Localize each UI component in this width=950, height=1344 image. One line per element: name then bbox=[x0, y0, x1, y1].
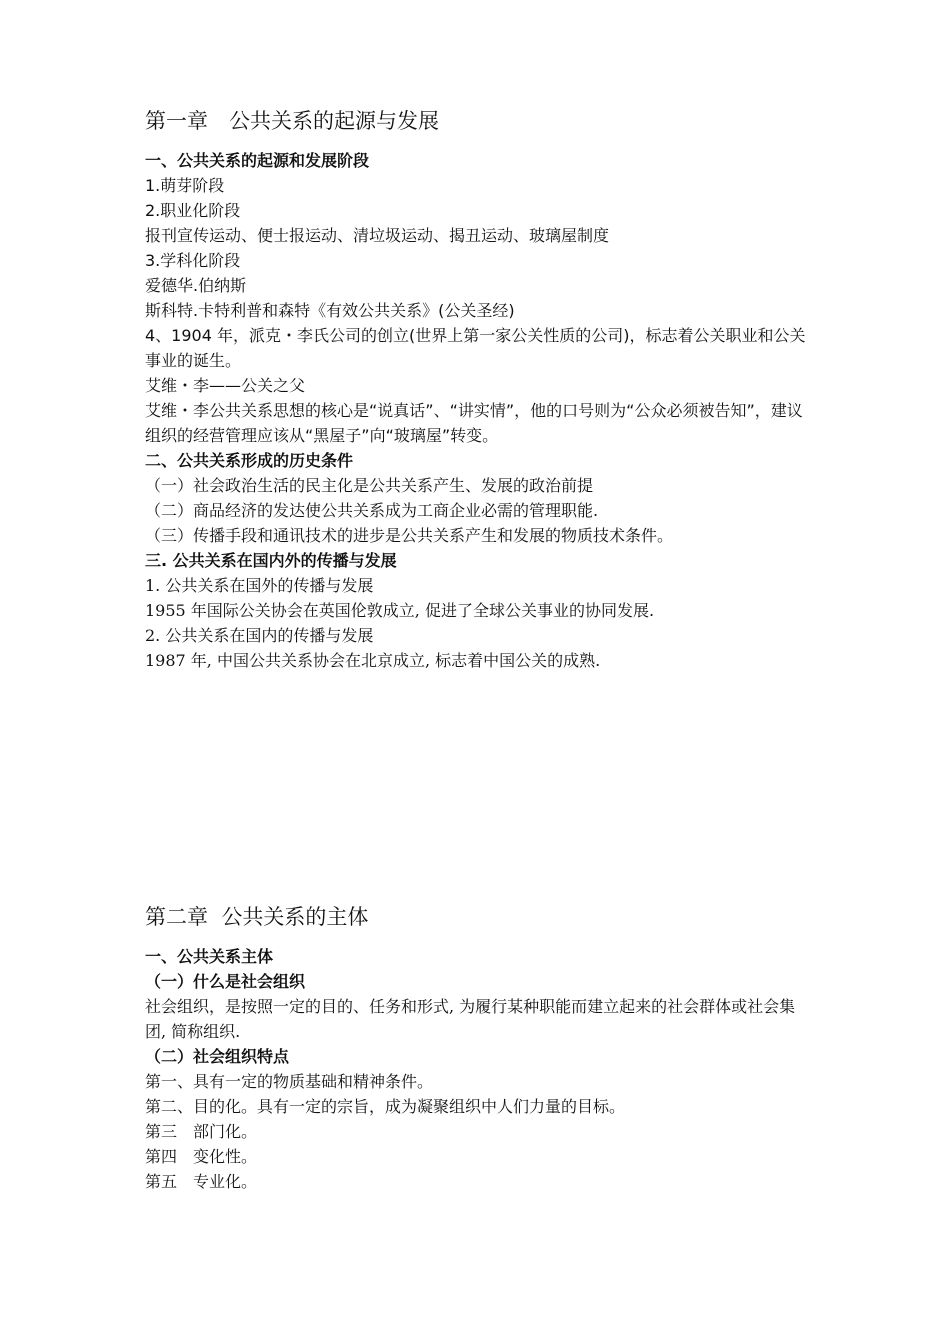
text-line: 1987 年, 中国公共关系协会在北京成立, 标志着中国公关的成熟. bbox=[145, 651, 601, 670]
text-line: （三）传播手段和通讯技术的进步是公共关系产生和发展的物质技术条件。 bbox=[145, 526, 674, 545]
chapter-1-section bbox=[145, 106, 815, 673]
chapter-2-title: 第二章 公共关系的主体 bbox=[145, 905, 369, 929]
text-line: 一、公共关系的起源和发展阶段 bbox=[145, 151, 370, 170]
text-line: （一）社会政治生活的民主化是公共关系产生、发展的政治前提 bbox=[145, 476, 594, 495]
text-line: 二、公共关系形成的历史条件 bbox=[145, 451, 354, 470]
text-line: 一、公共关系主体 bbox=[145, 947, 274, 966]
text-line: 斯科特.卡特利普和森特《有效公共关系》(公关圣经) bbox=[145, 301, 515, 320]
text-line: 爱德华.伯纳斯 bbox=[145, 276, 247, 295]
chapter-2-section bbox=[145, 902, 815, 1194]
text-line: 第一、具有一定的物质基础和精神条件。 bbox=[145, 1072, 434, 1091]
text-line: 第四 变化性。 bbox=[145, 1147, 258, 1166]
text-line: （一）什么是社会组织 bbox=[145, 972, 306, 991]
chapter-1-title: 第一章 公共关系的起源与发展 bbox=[145, 109, 439, 133]
text-line: 三. 公共关系在国内外的传播与发展 bbox=[145, 551, 397, 570]
text-line: 1. 公共关系在国外的传播与发展 bbox=[145, 576, 374, 595]
text-line: （二）商品经济的发达使公共关系成为工商企业必需的管理职能. bbox=[145, 501, 599, 520]
text-line: 第三 部门化。 bbox=[145, 1122, 258, 1141]
text-line: 社会组织，是按照一定的目的、任务和形式, 为履行某种职能而建立起来的社会群体或社会集团, 简称组织. bbox=[145, 997, 796, 1041]
text-line: （二）社会组织特点 bbox=[145, 1047, 290, 1066]
text-line: 2.职业化阶段 bbox=[145, 201, 241, 220]
text-line: 第五 专业化。 bbox=[145, 1172, 258, 1191]
text-line: 第二、目的化。具有一定的宗旨，成为凝聚组织中人们力量的目标。 bbox=[145, 1097, 626, 1116]
chapter-2-body bbox=[145, 944, 815, 1194]
chapter-1-body bbox=[145, 148, 815, 673]
text-line: 艾维・李——公关之父 bbox=[145, 376, 306, 395]
text-line: 2. 公共关系在国内的传播与发展 bbox=[145, 626, 374, 645]
text-line: 4、1904 年，派克・李氏公司的创立(世界上第一家公关性质的公司)，标志着公关职业和公关事业的诞生。 bbox=[145, 326, 806, 370]
text-line: 1955 年国际公关协会在英国伦敦成立, 促进了全球公关事业的协同发展. bbox=[145, 601, 655, 620]
text-line: 1.萌芽阶段 bbox=[145, 176, 225, 195]
text-line: 3.学科化阶段 bbox=[145, 251, 241, 270]
text-line: 报刊宣传运动、便士报运动、清垃圾运动、揭丑运动、玻璃屋制度 bbox=[145, 226, 610, 245]
text-line: 艾维・李公共关系思想的核心是“说真话”、“讲实情”，他的口号则为“公众必须被告知”，建议组织的经营管理应该从“黑屋子”向“玻璃屋”转变。 bbox=[145, 401, 803, 445]
